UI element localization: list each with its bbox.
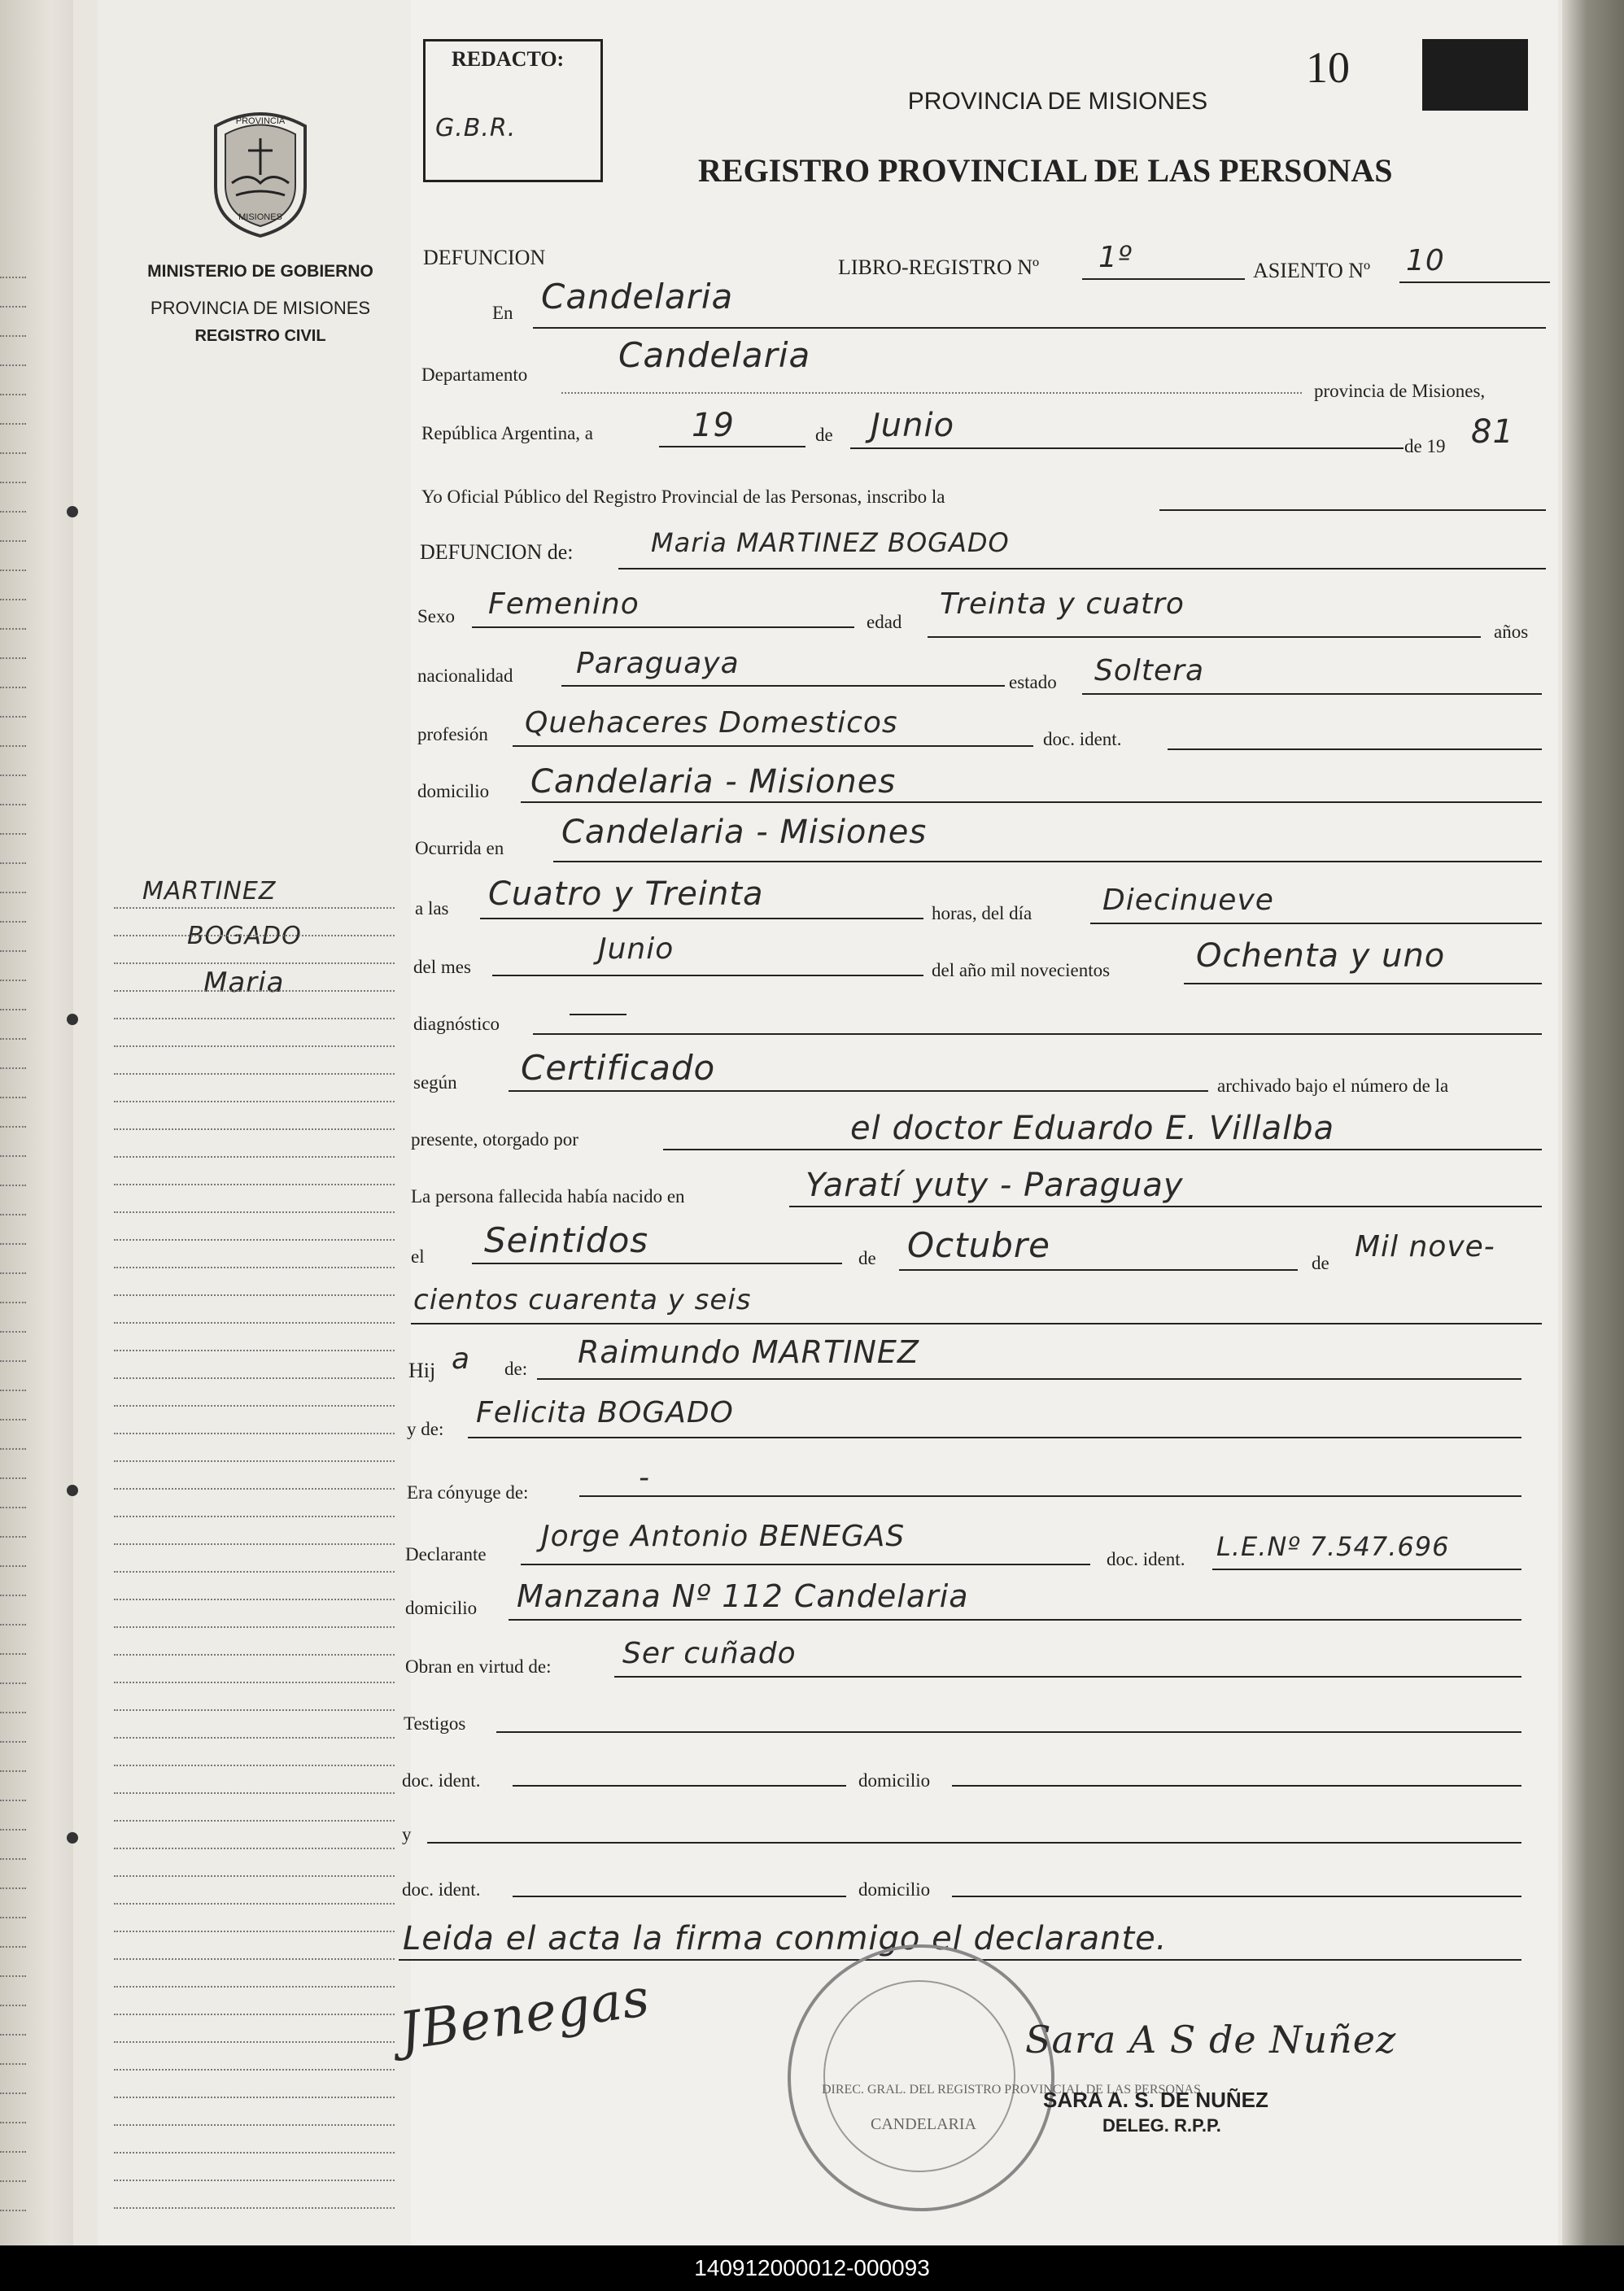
diagnostico-line: [533, 1033, 1542, 1035]
defuncion-de-line: [618, 568, 1546, 569]
y-de-label: y de:: [407, 1419, 444, 1439]
provincia-heading: PROVINCIA DE MISIONES: [150, 298, 371, 318]
declarante-label: Declarante: [405, 1544, 487, 1564]
spine-ruled-line: [0, 452, 26, 454]
fecha-anio: 81: [1471, 413, 1514, 451]
nacido-label: La persona fallecida había nacido en: [411, 1186, 685, 1207]
spine-ruled-line: [0, 1038, 26, 1040]
oficial-text: Yo Oficial Público del Registro Provincial de las Personas, inscribo la: [421, 487, 945, 507]
segun-label: según: [413, 1072, 457, 1093]
spine-ruled-line: [0, 657, 26, 659]
spine-ruled-line: [0, 833, 26, 835]
spine-ruled-line: [0, 2034, 26, 2036]
declarante-dom-label: domicilio: [405, 1598, 478, 1618]
ruled-line: [114, 2041, 395, 2043]
spine-ruled-line: [0, 1507, 26, 1508]
declarante-line: [521, 1564, 1090, 1565]
departamento-label: Departamento: [421, 364, 528, 385]
spine-ruled-line: [0, 1302, 26, 1303]
domicilio-label: domicilio: [417, 781, 490, 801]
testigos-label: Testigos: [404, 1713, 466, 1734]
spine-ruled-line: [0, 540, 26, 542]
testigo1-dom-label: domicilio: [858, 1770, 931, 1791]
ruled-line: [114, 1239, 395, 1241]
madre-line: [468, 1437, 1521, 1438]
seal-top-text: PROVINCIA: [235, 116, 286, 126]
ruled-line: [114, 1488, 395, 1490]
spine-ruled-line: [0, 687, 26, 688]
folio-number: 10: [1306, 43, 1350, 92]
del-anio-label: del año mil novecientos: [932, 960, 1111, 980]
presente-line: [663, 1149, 1542, 1150]
del-anio-value: Ochenta y uno: [1196, 937, 1446, 975]
spine-ruled-line: [0, 1741, 26, 1743]
ruled-line: [114, 1045, 395, 1047]
spine-ruled-line: [0, 1887, 26, 1889]
book-edge: [1562, 0, 1624, 2245]
spine-ruled-line: [0, 1770, 26, 1772]
nacionalidad-label: nacionalidad: [417, 665, 513, 686]
ruled-line: [114, 1986, 395, 1988]
nacionalidad-line: [561, 685, 1005, 687]
sexo-label: Sexo: [417, 606, 455, 626]
en-line: [533, 327, 1546, 329]
spine-ruled-line: [0, 2063, 26, 2065]
ruled-line: [114, 1709, 395, 1711]
spine-ruled-line: [0, 1975, 26, 1977]
profesion-line: [513, 745, 1033, 747]
el-label: el: [411, 1246, 425, 1267]
ruled-line: [114, 1792, 395, 1794]
en-value: Candelaria: [541, 277, 734, 316]
nac-mes-line: [899, 1269, 1298, 1271]
spine-ruled-line: [0, 1243, 26, 1245]
ocurrida-label: Ocurrida en: [415, 838, 504, 858]
ruled-line: [114, 1377, 395, 1379]
spine-ruled-line: [0, 1331, 26, 1333]
diagnostico-dash: [570, 1014, 626, 1015]
provincia-title: PROVINCIA DE MISIONES: [907, 88, 1208, 115]
testigo1-dom-line: [952, 1785, 1521, 1787]
ruled-line: [114, 1460, 395, 1462]
ocurrida-line: [553, 861, 1542, 862]
spine-ruled-line: [0, 1272, 26, 1274]
ocurrida-value: Candelaria - Misiones: [561, 814, 928, 851]
spine-ruled-line: [0, 628, 26, 630]
ruled-line: [114, 1184, 395, 1185]
en-label: En: [492, 303, 513, 323]
nac-anio-line: [411, 1323, 1542, 1324]
spine-ruled-line: [0, 2092, 26, 2094]
ministerio-heading: MINISTERIO DE GOBIERNO: [147, 262, 373, 281]
segun-line: [509, 1090, 1208, 1092]
spine-ruled-line: [0, 980, 26, 981]
provincia-suffix: provincia de Misiones,: [1314, 381, 1486, 401]
anios-label: años: [1494, 622, 1529, 642]
spine-ruled-line: [0, 1097, 26, 1098]
republica-label: República Argentina, a: [421, 423, 593, 443]
ruled-line: [114, 1101, 395, 1102]
padre-value: Raimundo MARTINEZ: [578, 1334, 919, 1370]
fecha-dia: 19: [692, 407, 735, 444]
ruled-line: [114, 1267, 395, 1268]
dia-texto-line: [1090, 923, 1542, 924]
ruled-line: [114, 1073, 395, 1075]
registro-title: REGISTRO PROVINCIAL DE LAS PERSONAS: [698, 152, 1393, 189]
defuncion-de-label: DEFUNCION de:: [420, 540, 574, 564]
ruled-line: [114, 1626, 395, 1628]
spine-ruled-line: [0, 364, 26, 366]
del-anio-line: [1184, 983, 1542, 984]
spine-ruled-line: [0, 1448, 26, 1450]
margin-given-name: Maria: [203, 967, 285, 999]
spine-ruled-line: [0, 745, 26, 747]
del-mes-line: [492, 975, 923, 976]
spine-ruled-line: [0, 1858, 26, 1860]
conyuge-label: Era cónyuge de:: [407, 1482, 529, 1503]
spine-ruled-line: [0, 2005, 26, 2006]
ruled-line: [114, 1211, 395, 1213]
nac-dia-line: [472, 1263, 842, 1264]
y-label: y: [402, 1824, 412, 1844]
fecha-de-label: de: [815, 425, 833, 445]
departamento-line: [561, 392, 1302, 394]
declarante-doc-value: L.E.Nº 7.547.696: [1216, 1531, 1450, 1562]
conyuge-line: [579, 1495, 1521, 1497]
ruled-line: [114, 962, 395, 964]
declarant-signature: JBenegas: [395, 1967, 654, 2063]
fecha-mes-line: [850, 447, 1404, 449]
libro-label: LIBRO-REGISTRO Nº: [838, 255, 1040, 279]
margin-surname-2: BOGADO: [187, 922, 302, 950]
official-name: SARA A. S. DE NUÑEZ: [1043, 2088, 1268, 2112]
del-mes-value: Junio: [598, 932, 674, 966]
sexo-value: Femenino: [488, 587, 640, 621]
domicilio-value: Candelaria - Misiones: [530, 763, 897, 801]
edad-value: Treinta y cuatro: [940, 587, 1185, 621]
ruled-line: [114, 2152, 395, 2154]
closing-statement: Leida el acta la firma conmigo el declarante.: [403, 1920, 1168, 1957]
ruled-line: [114, 1543, 395, 1545]
spine-ruled-line: [0, 1536, 26, 1538]
spine-ruled-line: [0, 2180, 26, 2182]
doc-ident-label: doc. ident.: [1043, 729, 1122, 749]
testigo2-dom-line: [952, 1896, 1521, 1897]
spine-ruled-line: [0, 1829, 26, 1831]
a-las-value: Cuatro y Treinta: [488, 875, 764, 913]
ruled-line: [114, 1958, 395, 1960]
nac-dia-value: Seintidos: [484, 1220, 649, 1260]
spine-ruled-line: [0, 1917, 26, 1918]
diagnostico-label: diagnóstico: [413, 1014, 500, 1034]
nac-anio-value-1: Mil nove-: [1355, 1230, 1495, 1263]
spine-ruled-line: [0, 394, 26, 395]
hija-label: Hij: [408, 1359, 436, 1382]
declarante-doc-line: [1212, 1569, 1521, 1570]
testigo2-doc-label: doc. ident.: [402, 1879, 481, 1900]
official-signature: Sara A S de Nuñez: [1025, 2018, 1397, 2062]
spine-ruled-line: [0, 1419, 26, 1420]
registro-civil-heading: REGISTRO CIVIL: [194, 327, 326, 345]
archivado-label: archivado bajo el número de la: [1217, 1076, 1449, 1096]
spine-ruled-line: [0, 1009, 26, 1010]
ruled-line: [114, 2207, 395, 2209]
sexo-line: [472, 626, 854, 628]
spine-ruled-line: [0, 511, 26, 513]
ruled-line: [114, 1903, 395, 1905]
nac-mes-value: Octubre: [907, 1225, 1051, 1265]
spine-ruled-line: [0, 306, 26, 308]
del-mes-label: del mes: [413, 957, 471, 977]
spine-ruled-line: [0, 1185, 26, 1186]
spine-ruled-line: [0, 1214, 26, 1215]
spine-ruled-line: [0, 1653, 26, 1655]
estado-line: [1082, 693, 1542, 695]
domicilio-line: [521, 801, 1542, 803]
ruled-line: [114, 1433, 395, 1434]
spine-ruled-line: [0, 277, 26, 278]
spine-ruled-line: [0, 1477, 26, 1479]
spine-ruled-line: [0, 335, 26, 337]
margin-surname-1: MARTINEZ: [142, 877, 277, 905]
archive-id-footer: 140912000012-000093: [0, 2245, 1624, 2291]
spine-ruled-line: [0, 1126, 26, 1128]
ruled-line: [114, 2180, 395, 2181]
official-role: DELEG. R.P.P.: [1102, 2115, 1221, 2136]
ruled-line: [114, 1156, 395, 1158]
nac-anio-value-2: cientos cuarenta y seis: [413, 1284, 752, 1316]
redacto-initials: G.B.R.: [435, 114, 517, 142]
stamp-text-1: DIREC. GRAL. DEL REGISTRO PROVINCIAL DE LAS PERSONAS: [822, 2083, 1201, 2097]
official-stamp: [788, 1944, 1054, 2211]
ruled-line: [114, 1654, 395, 1656]
spine-ruled-line: [0, 1624, 26, 1626]
hija-de-label: de:: [504, 1359, 528, 1379]
spine-ruled-line: [0, 1595, 26, 1596]
binding-hole: [67, 1014, 78, 1025]
nacido-line: [789, 1206, 1542, 1207]
redacto-label: REDACTO:: [452, 47, 565, 71]
spine-ruled-line: [0, 599, 26, 600]
provincial-seal-icon: [199, 106, 321, 240]
ruled-line: [114, 1516, 395, 1517]
ruled-line: [114, 907, 395, 909]
edad-label: edad: [867, 612, 902, 632]
testigo2-line: [427, 1842, 1521, 1844]
asiento-label: ASIENTO Nº: [1253, 259, 1371, 282]
departamento-value: Candelaria: [618, 335, 811, 375]
testigo1-doc-line: [513, 1785, 846, 1787]
ruled-line: [114, 2124, 395, 2126]
ruled-line: [114, 1931, 395, 1932]
ruled-line: [114, 1875, 395, 1877]
spine-ruled-line: [0, 804, 26, 805]
obran-label: Obran en virtud de:: [405, 1656, 552, 1677]
horas-label: horas, del día: [932, 903, 1032, 923]
spine-ruled-line: [0, 2210, 26, 2211]
spine-ruled-line: [0, 2122, 26, 2123]
fecha-anio-label: de 19: [1404, 436, 1446, 456]
profesion-value: Quehaceres Domesticos: [525, 706, 898, 740]
spine-ruled-line: [0, 775, 26, 776]
estado-value: Soltera: [1094, 654, 1205, 687]
ruled-line: [114, 2014, 395, 2015]
declarante-doc-label: doc. ident.: [1107, 1549, 1185, 1569]
defuncion-heading: DEFUNCION: [423, 246, 546, 269]
binding-hole: [67, 1485, 78, 1496]
ruled-line: [114, 1128, 395, 1130]
ruled-line: [114, 1737, 395, 1739]
ruled-line: [114, 1571, 395, 1573]
spine-ruled-line: [0, 950, 26, 952]
stamp-text-2: CANDELARIA: [871, 2115, 976, 2133]
fecha-mes: Junio: [871, 407, 955, 444]
ruled-line: [114, 2097, 395, 2098]
ruled-line: [114, 990, 395, 992]
seal-bottom-text: MISIONES: [238, 212, 282, 222]
ruled-line: [114, 1682, 395, 1683]
testigo1-doc-label: doc. ident.: [402, 1770, 481, 1791]
a-las-line: [480, 918, 923, 919]
ruled-line: [114, 1322, 395, 1324]
binding-hole: [67, 1832, 78, 1844]
ruled-line: [114, 1405, 395, 1407]
profesion-label: profesión: [417, 724, 488, 744]
testigo2-doc-line: [513, 1896, 846, 1897]
declarante-value: Jorge Antonio BENEGAS: [541, 1520, 906, 1553]
asiento-line: [1399, 281, 1550, 283]
spine-ruled-line: [0, 1360, 26, 1362]
libro-line: [1082, 278, 1245, 280]
declarante-dom-value: Manzana Nº 112 Candelaria: [517, 1578, 969, 1614]
spine-ruled-line: [0, 1067, 26, 1069]
doc-ident-line: [1168, 748, 1542, 750]
hija-suffix: a: [452, 1342, 471, 1376]
obran-value: Ser cuñado: [622, 1637, 797, 1670]
declarante-dom-line: [509, 1619, 1521, 1621]
obran-line: [614, 1676, 1521, 1678]
spine-ruled-line: [0, 1946, 26, 1948]
ruled-line: [114, 2069, 395, 2071]
ruled-line: [114, 1018, 395, 1019]
ruled-line: [114, 1765, 395, 1766]
estado-label: estado: [1009, 672, 1057, 692]
ruled-line: [114, 1350, 395, 1351]
redacted-block: [1422, 39, 1528, 111]
spine-ruled-line: [0, 921, 26, 923]
spine-ruled-line: [0, 892, 26, 893]
spine-ruled-line: [0, 423, 26, 425]
defuncion-de-value: Maria MARTINEZ BOGADO: [651, 527, 1010, 558]
spine-ruled-line: [0, 1682, 26, 1684]
fecha-dia-line: [659, 446, 805, 447]
spine-ruled-line: [0, 716, 26, 718]
nacido-value: Yaratí yuty - Paraguay: [805, 1167, 1184, 1204]
testigo2-dom-label: domicilio: [858, 1879, 931, 1900]
edad-line: [928, 636, 1481, 638]
ruled-line: [114, 1294, 395, 1296]
testigos-line: [496, 1731, 1521, 1733]
spine-ruled-line: [0, 482, 26, 483]
book-spine: [0, 0, 73, 2245]
nac-de-label: de: [858, 1248, 876, 1268]
libro-value: 1º: [1098, 241, 1133, 274]
binding-hole: [67, 506, 78, 517]
dia-texto-value: Diecinueve: [1102, 884, 1274, 917]
ruled-line: [114, 1848, 395, 1849]
segun-value: Certificado: [521, 1048, 716, 1088]
spine-ruled-line: [0, 1390, 26, 1391]
nacionalidad-value: Paraguaya: [576, 647, 740, 680]
presente-label: presente, otorgado por: [411, 1129, 578, 1150]
spine-ruled-line: [0, 1565, 26, 1567]
spine-ruled-line: [0, 2151, 26, 2153]
asiento-value: 10: [1406, 244, 1445, 277]
presente-value: el doctor Eduardo E. Villalba: [850, 1110, 1335, 1147]
padre-line: [537, 1378, 1521, 1380]
madre-value: Felicita BOGADO: [476, 1396, 734, 1429]
ruled-line: [114, 935, 395, 936]
spine-ruled-line: [0, 1712, 26, 1713]
spine-ruled-line: [0, 862, 26, 864]
spine-ruled-line: [0, 1155, 26, 1157]
spine-ruled-line: [0, 569, 26, 571]
a-las-label: a las: [415, 898, 449, 919]
nac-de2-label: de: [1312, 1253, 1329, 1273]
conyuge-value: -: [639, 1461, 650, 1495]
ruled-line: [114, 1820, 395, 1822]
spine-ruled-line: [0, 1800, 26, 1801]
ruled-line: [114, 1599, 395, 1600]
oficial-line: [1159, 509, 1546, 511]
